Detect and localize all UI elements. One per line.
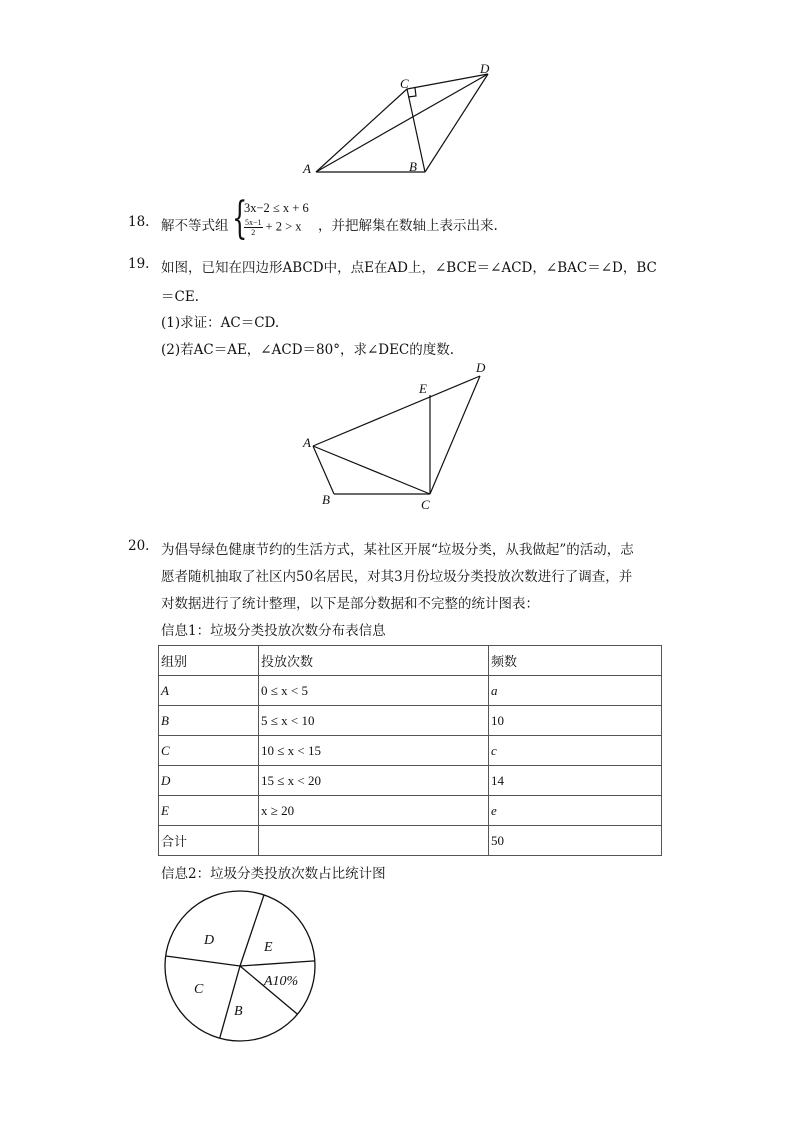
label-d: D: [476, 360, 486, 375]
q20-line1: 为倡导绿色健康节约的生活方式，某社区开展“垃圾分类，从我做起”的活动，志: [161, 542, 634, 558]
inequality-system: [232, 193, 322, 244]
table-row: [159, 766, 662, 796]
table-row: [159, 736, 662, 766]
header-frequency: 频数: [489, 646, 662, 676]
fraction: $\frac{5x-1}{2}$: [245, 218, 262, 237]
label-c: C: [421, 497, 430, 512]
label-d: D: [480, 61, 490, 76]
header-group: 组别: [159, 646, 259, 676]
right-angle-mark: [408, 88, 416, 97]
pie-divider-e-a: [240, 961, 315, 966]
q20-line3: 对数据进行了统计整理，以下是部分数据和不完整的统计图表：: [161, 596, 539, 612]
table-cell: E: [159, 796, 259, 826]
figure-quadrilateral-abdc: [290, 60, 510, 180]
slice-label-d: D: [204, 933, 215, 948]
table-cell: A: [159, 676, 259, 706]
table-cell: 10: [489, 706, 662, 736]
table-cell: 5 ≤ x < 10: [259, 706, 489, 736]
table-cell: 50: [489, 826, 662, 856]
segment-ca: [316, 89, 407, 172]
label-b: B: [322, 492, 330, 507]
pie-divider-c-d: [166, 956, 240, 966]
pie-chart: [160, 890, 320, 1042]
q19-line1: 如图，已知在四边形ABCD中，点E在AD上，∠BCE＝∠ACD，∠BAC＝∠D，BC: [161, 260, 657, 276]
brace-icon: {: [232, 193, 248, 244]
q18-prefix: 解不等式组: [161, 218, 229, 234]
slice-label-a: A10%: [264, 974, 299, 989]
table-header-row: [159, 646, 662, 676]
header-count: 投放次数: [259, 646, 489, 676]
info2-caption: 信息2：垃圾分类投放次数占比统计图: [161, 866, 386, 882]
table-cell: 合计: [159, 826, 259, 856]
table-cell: D: [159, 766, 259, 796]
table-cell: 14: [489, 766, 662, 796]
segment-bd: [425, 74, 488, 172]
table-cell: e: [489, 796, 662, 826]
info1-caption: 信息1：垃圾分类投放次数分布表信息: [161, 623, 386, 639]
table-cell: 0 ≤ x < 5: [259, 676, 489, 706]
label-b: B: [409, 159, 417, 174]
table-cell: C: [159, 736, 259, 766]
label-a: A: [303, 435, 311, 450]
q18-number: 18.: [128, 214, 150, 230]
label-e: E: [419, 381, 427, 396]
q19-line2: ＝CE.: [161, 289, 199, 305]
label-a: A: [303, 161, 311, 176]
table-cell: B: [159, 706, 259, 736]
table-row: [159, 796, 662, 826]
pie-divider-d-e: [240, 895, 264, 966]
table-cell: a: [489, 676, 662, 706]
slice-label-e: E: [264, 940, 273, 955]
q19-part2: (2)若AC＝AE，∠ACD＝80°，求∠DEC的度数.: [161, 342, 455, 358]
table-row: [159, 826, 662, 856]
inequality-row-1: 3x−2 ≤ x + 6: [244, 201, 309, 215]
table-row: [159, 676, 662, 706]
q20-line2: 愿者随机抽取了社区内50名居民，对其3月份垃圾分类投放次数进行了调查，并: [161, 569, 633, 585]
table-cell: 15 ≤ x < 20: [259, 766, 489, 796]
q20-number: 20.: [128, 538, 150, 554]
label-c: C: [400, 76, 409, 91]
table-cell: [259, 826, 489, 856]
q18-suffix: ，并把解集在数轴上表示出来.: [318, 218, 498, 234]
pie-divider-b-c: [220, 966, 240, 1038]
frequency-table: [158, 645, 662, 856]
slice-label-c: C: [194, 982, 204, 997]
table-row: [159, 706, 662, 736]
inequality-row-2: $\frac{5x-1}{2}$ + 2 > x: [245, 218, 302, 237]
slice-label-b: B: [234, 1004, 243, 1019]
figure-quadrilateral-abcd: [295, 358, 505, 516]
table-cell: c: [489, 736, 662, 766]
table-cell: 10 ≤ x < 15: [259, 736, 489, 766]
table-cell: x ≥ 20: [259, 796, 489, 826]
q19-number: 19.: [128, 256, 150, 272]
q19-part1: (1)求证：AC＝CD.: [161, 315, 280, 331]
